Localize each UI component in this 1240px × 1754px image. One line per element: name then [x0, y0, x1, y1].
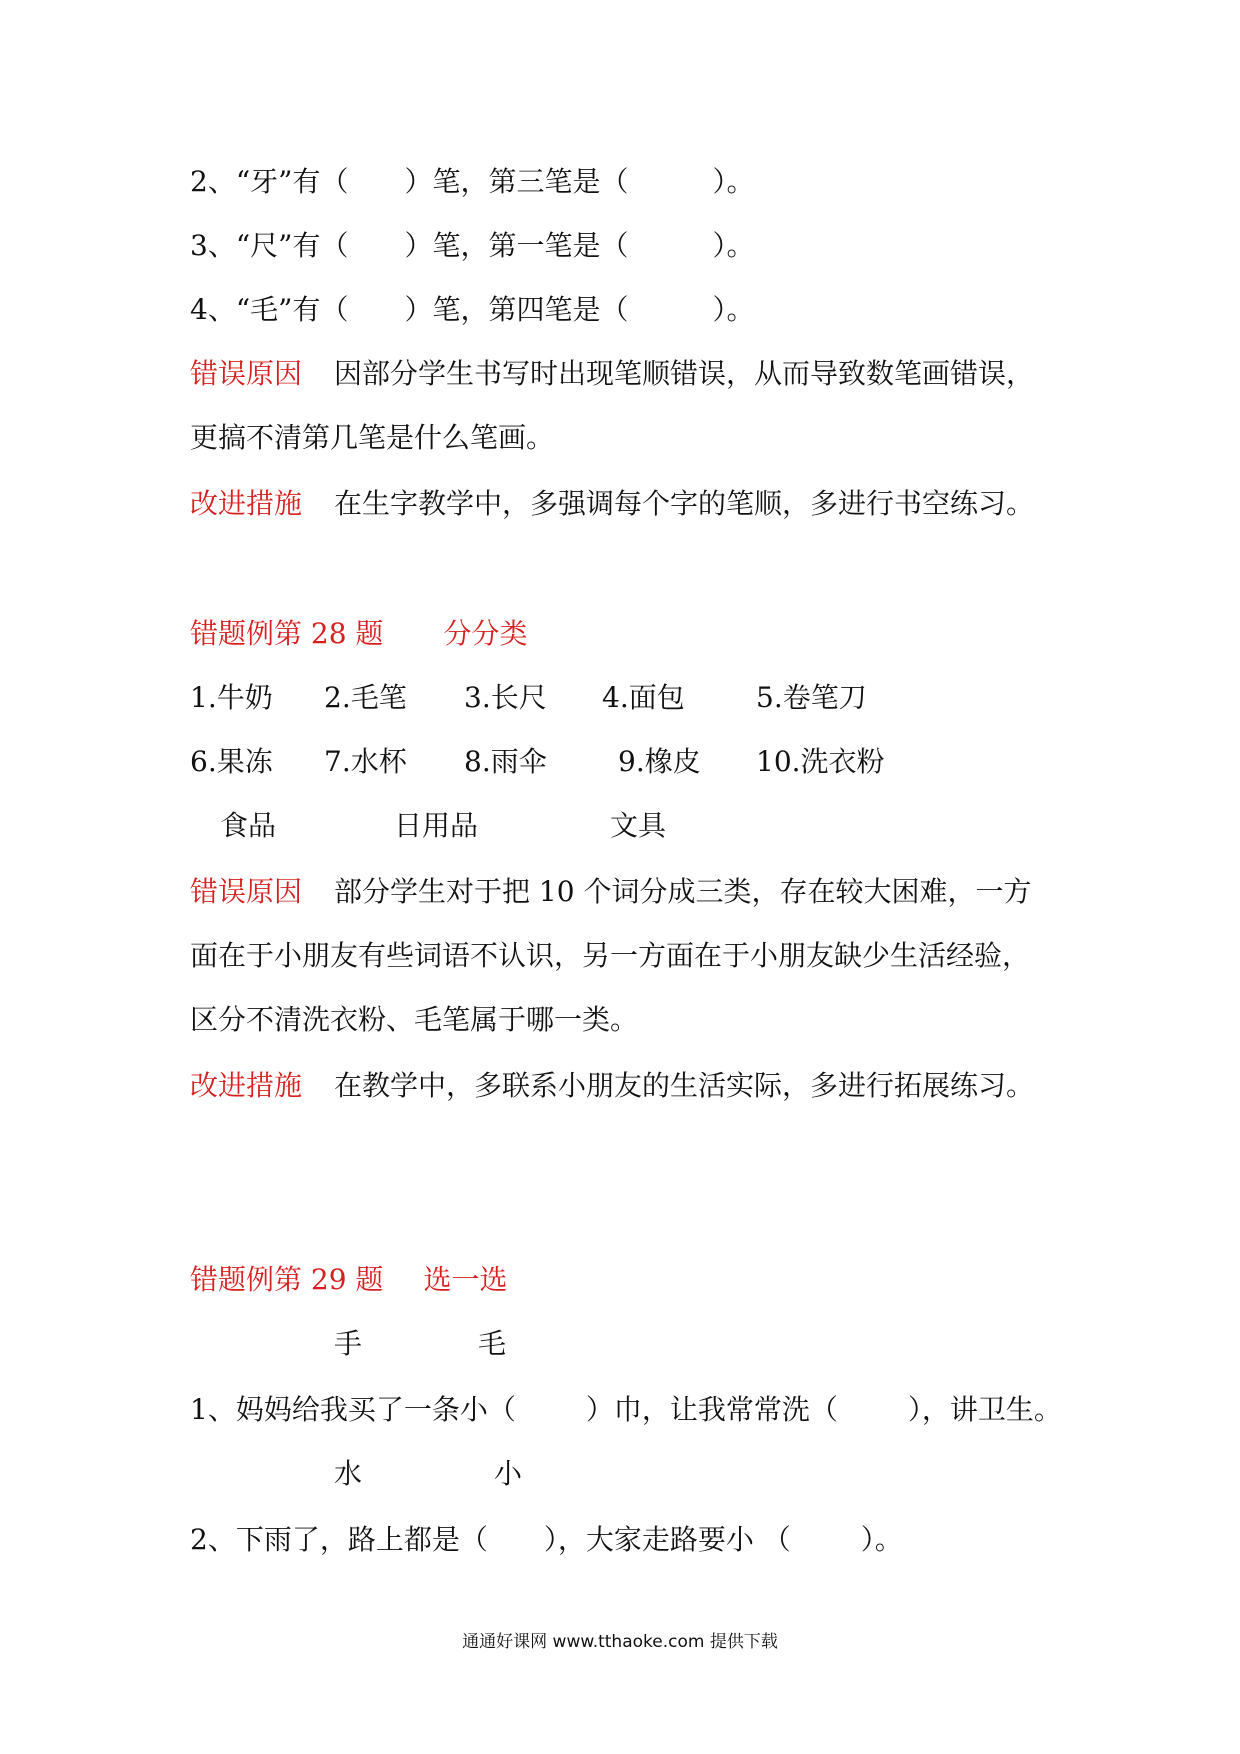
option-char: 小	[494, 1457, 523, 1490]
q28-heading: 错题例第 28 题 分分类	[190, 617, 528, 650]
option-char: 手	[334, 1327, 363, 1360]
word-item: 1.牛奶	[190, 681, 273, 714]
word-item: 4.面包	[602, 681, 685, 714]
category-label: 文具	[610, 809, 667, 842]
error-reason: 错误原因 部分学生对于把 10 个词分成三类，存在较大困难，一方	[190, 875, 1032, 908]
error-reason-cont: 面在于小朋友有些词语不认识，另一方面在于小朋友缺少生活经验，	[190, 939, 1031, 972]
fix-label: 改进措施	[190, 487, 303, 520]
fix-label: 改进措施	[190, 1069, 303, 1102]
error-reason-cont: 区分不清洗衣粉、毛笔属于哪一类。	[190, 1003, 639, 1036]
question-line: 2、“牙”有（ ）笔，第三笔是（ ）。	[190, 165, 755, 198]
reason-label: 错误原因	[190, 875, 303, 908]
q29-heading: 错题例第 29 题 选一选	[190, 1263, 508, 1296]
fill-sentence: 1、妈妈给我买了一条小（ ）巾，让我常常洗（ ），讲卫生。	[190, 1393, 1062, 1426]
category-label: 日用品	[394, 809, 479, 842]
improvement: 改进措施 在教学中，多联系小朋友的生活实际，多进行拓展练习。	[190, 1069, 1035, 1102]
footer-credit: 通通好课网 www.tthaoke.com 提供下载	[462, 1632, 778, 1652]
word-item: 5.卷笔刀	[756, 681, 867, 714]
word-item: 10.洗衣粉	[756, 745, 885, 778]
question-line: 4、“毛”有（ ）笔，第四笔是（ ）。	[190, 293, 755, 326]
error-reason-cont: 更搞不清第几笔是什么笔画。	[190, 421, 555, 454]
word-item: 6.果冻	[190, 745, 273, 778]
fill-sentence: 2、下雨了，路上都是（ ），大家走路要小 （ ）。	[190, 1523, 903, 1556]
word-item: 2.毛笔	[324, 681, 407, 714]
word-item: 8.雨伞	[464, 745, 547, 778]
reason-label: 错误原因	[190, 357, 303, 390]
word-item: 3.长尺	[464, 681, 547, 714]
word-item: 9.橡皮	[618, 745, 701, 778]
option-char: 毛	[478, 1327, 507, 1360]
word-item: 7.水杯	[324, 745, 407, 778]
option-char: 水	[334, 1457, 363, 1490]
question-line: 3、“尺”有（ ）笔，第一笔是（ ）。	[190, 229, 755, 262]
improvement: 改进措施 在生字教学中，多强调每个字的笔顺，多进行书空练习。	[190, 487, 1035, 520]
category-label: 食品	[220, 809, 277, 842]
error-reason: 错误原因 因部分学生书写时出现笔顺错误，从而导致数笔画错误，	[190, 357, 1035, 390]
